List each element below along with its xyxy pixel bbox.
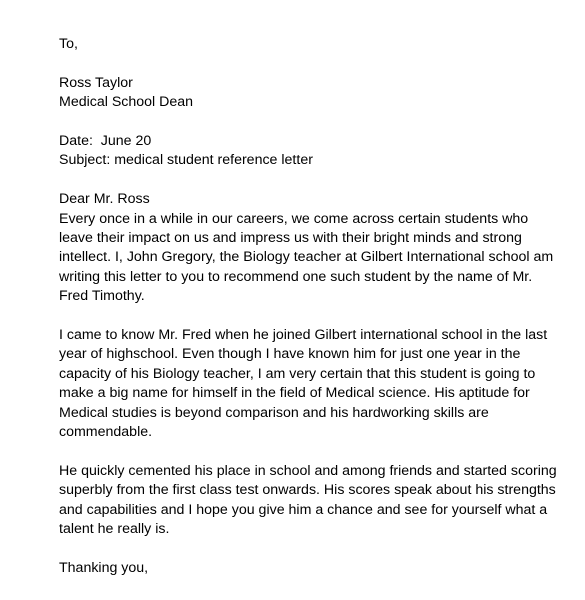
paragraph-line: Every once in a while in our careers, we come across certain students who xyxy=(59,210,529,227)
paragraph-line: talent he really is. xyxy=(59,521,170,538)
paragraph-line: I came to know Mr. Fred when he joined Gilbert international school in the last xyxy=(59,327,548,344)
recipient-block xyxy=(59,74,564,113)
paragraph-1 xyxy=(59,210,564,307)
paragraph-line: capacity of his Biology teacher, I am very certain that this student is going to xyxy=(59,365,536,382)
spacer xyxy=(59,539,564,558)
recipient-name: Ross Taylor xyxy=(59,74,133,91)
recipient-title: Medical School Dean xyxy=(59,94,194,111)
paragraph-line: intellect. I, John Gregory, the Biology teacher at Gilbert International school am xyxy=(59,249,554,266)
to-line: To, xyxy=(59,36,78,52)
paragraph-line: Medical studies is beyond comparison and his hardworking skills are xyxy=(59,404,489,421)
paragraph-line: superbly from the first class test onwards. His scores speak about his strengths xyxy=(59,482,556,499)
spacer xyxy=(59,171,564,190)
paragraph-line: commendable. xyxy=(59,424,153,441)
paragraph-line: He quickly cemented his place in school and among friends and started scoring xyxy=(59,462,557,479)
greeting: Dear Mr. Ross xyxy=(59,191,150,208)
paragraph-line: Fred Timothy. xyxy=(59,288,145,305)
paragraph-line: and capabilities and I hope you give him a chance and see for yourself what a xyxy=(59,501,548,518)
spacer xyxy=(59,54,564,73)
paragraph-3 xyxy=(59,462,564,540)
closing: Thanking you, xyxy=(59,559,149,576)
subject-line: Subject: medical student reference letter xyxy=(59,152,313,169)
paragraph-line: leave their impact on us and impress us with their bright minds and strong xyxy=(59,230,522,247)
date-line: Date: June 20 xyxy=(59,133,152,149)
paragraph-line: make a big name for himself in the field of Medical science. His aptitude for xyxy=(59,385,530,402)
paragraph-2 xyxy=(59,326,564,442)
meta-block xyxy=(59,132,564,171)
spacer xyxy=(59,442,564,461)
spacer xyxy=(59,307,564,326)
paragraph-line: writing this letter to you to recommend one such student by the name of Mr. xyxy=(59,268,533,285)
reference-letter xyxy=(59,35,564,578)
paragraph-line: year of highschool. Even though I have known him for just one year in the xyxy=(59,346,521,363)
spacer xyxy=(59,113,564,132)
